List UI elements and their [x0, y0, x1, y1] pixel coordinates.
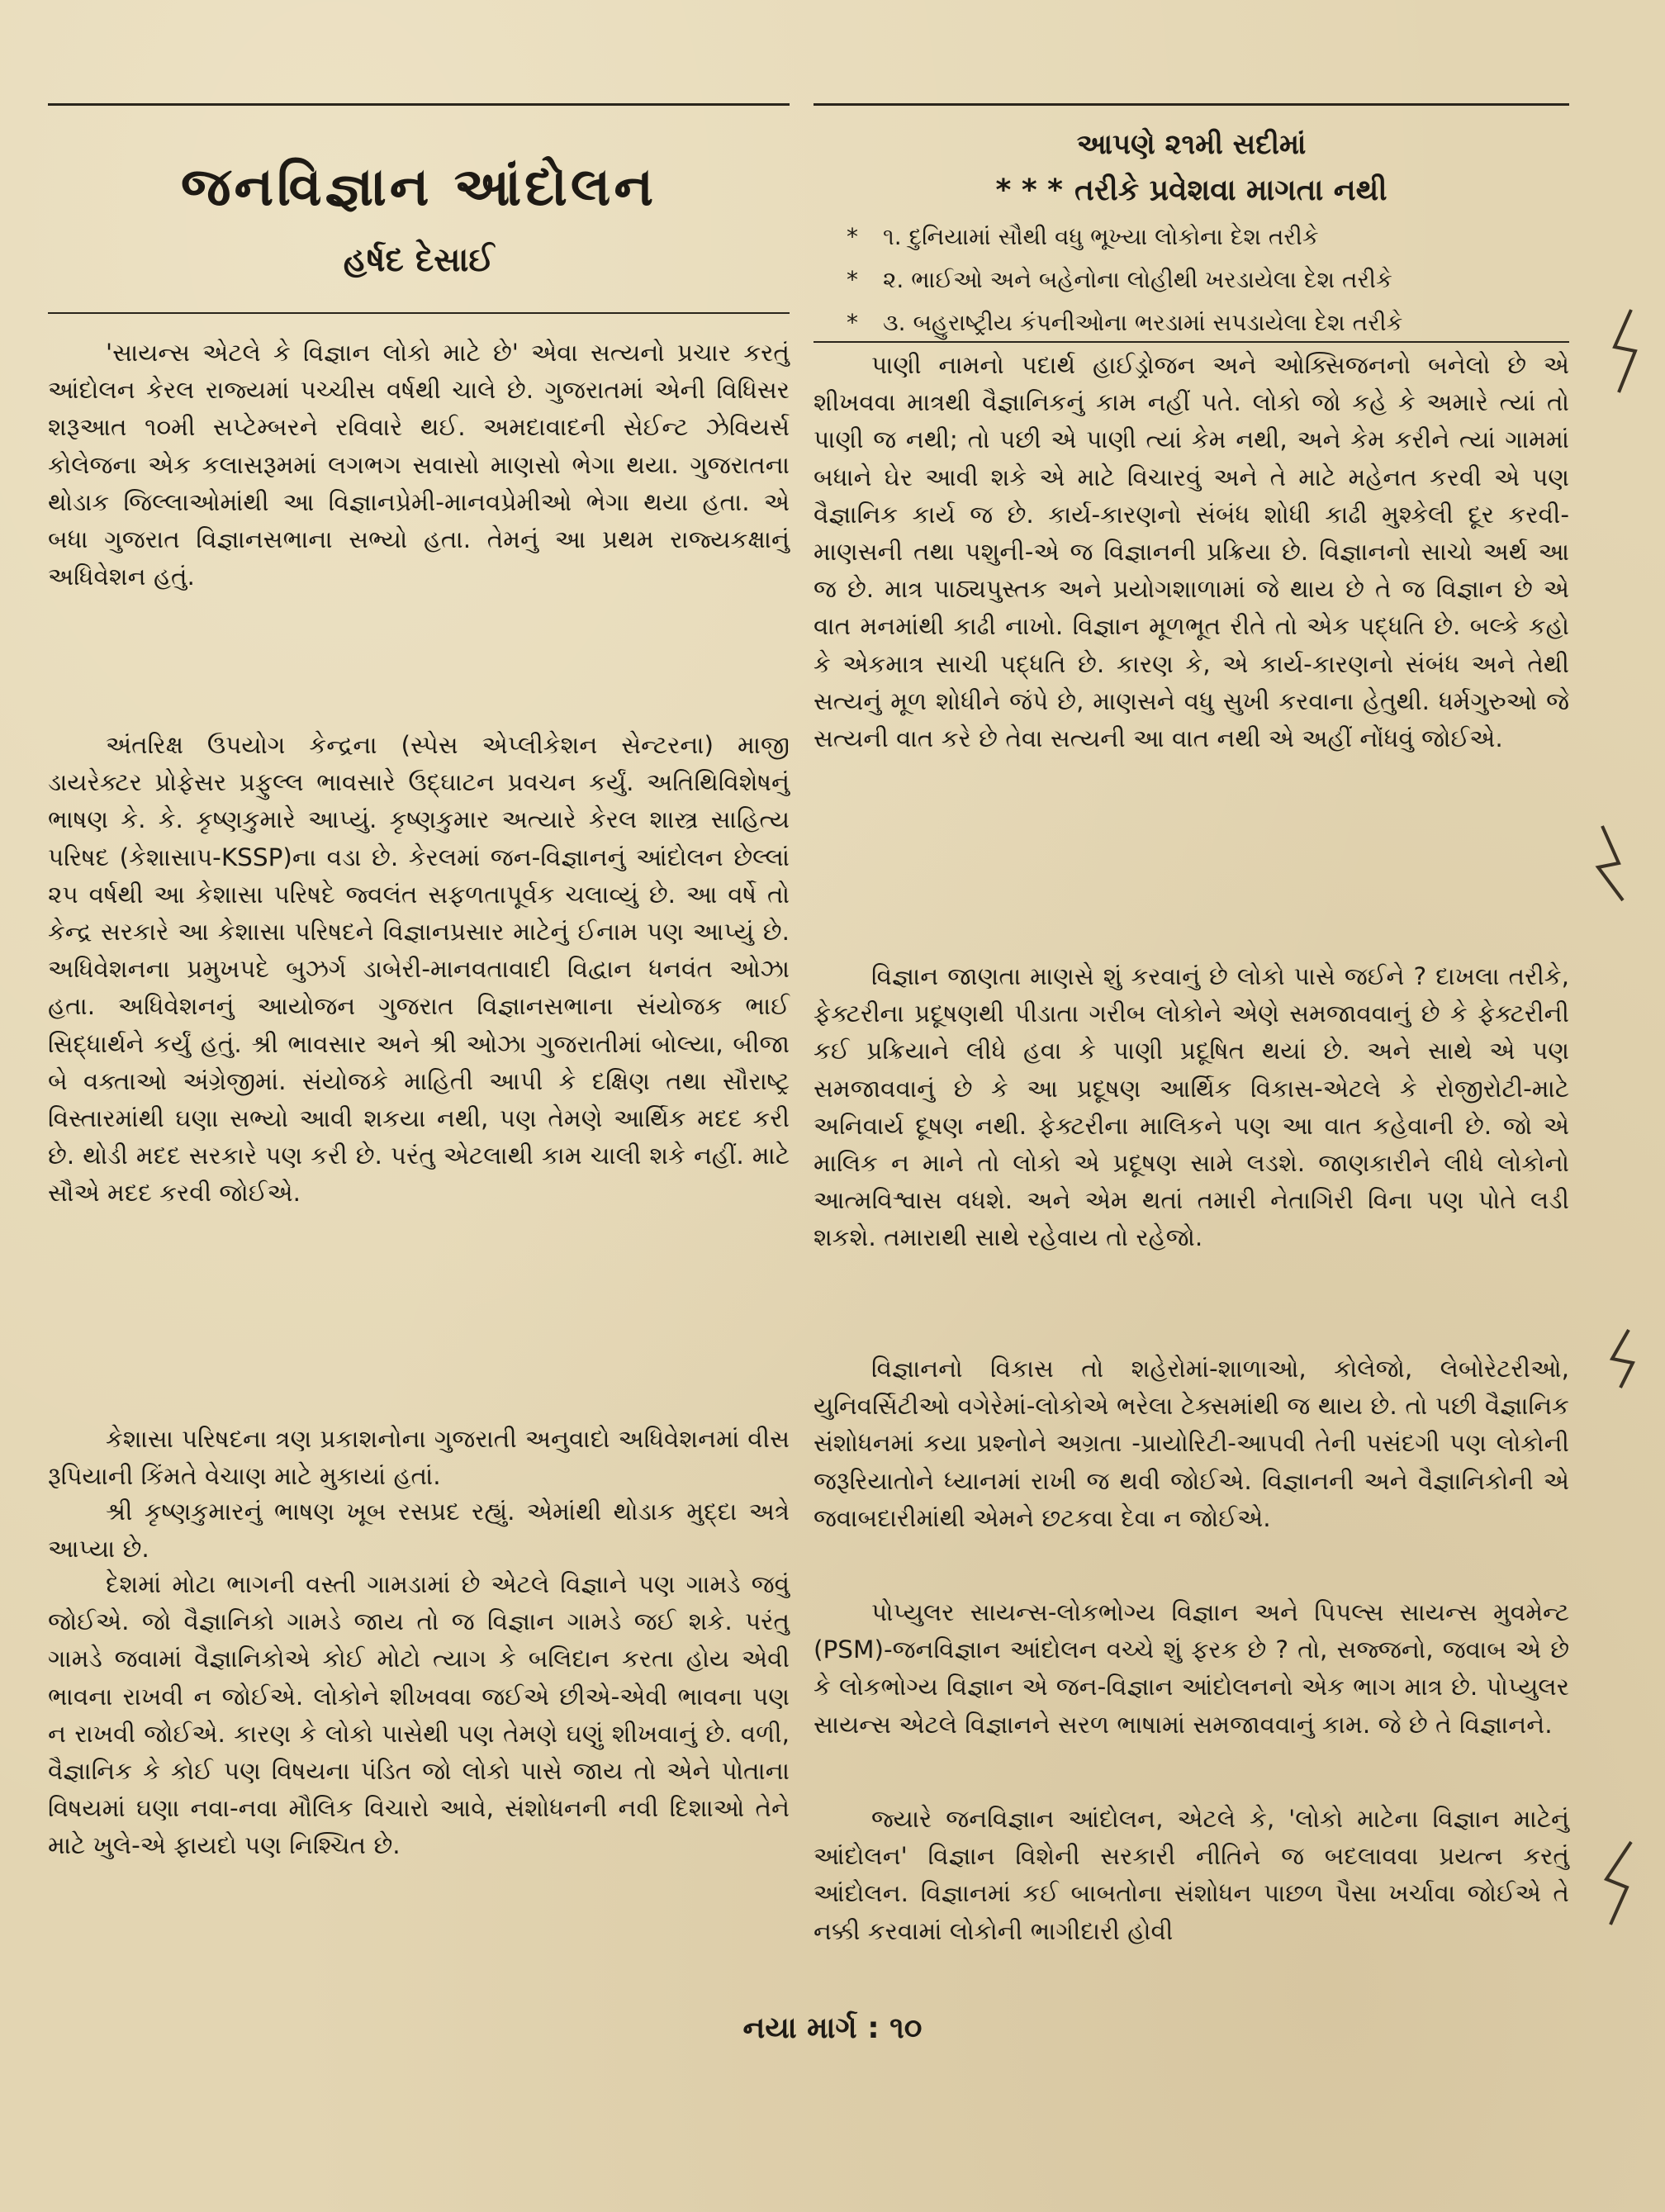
sidebar-bottom-rule	[814, 341, 1569, 343]
sidebar-stars: * * *	[995, 173, 1063, 207]
page-footer: નયા માર્ગ : ૧૦	[742, 2011, 923, 2045]
sidebar-heading-2: તરીકે પ્રવેશવા માગતા નથી	[1074, 173, 1388, 207]
right-paragraph-3: વિજ્ઞાનનો વિકાસ તો શહેરોમાં-શાળાઓ, કોલેજો, લેબોરેટરીઓ, યુનિવર્સિટીઓ વગેરેમાં-લોકોએ ભરેલા ટેક્સમાંથી જ થાય છે. તો પછી વૈજ્ઞાનિક સંશોધનમાં કયા પ્રશ્નોને અગ્રતા -પ્રાયોરિટી-આપવી તેની પસંદગી પણ લોકોની જરૂરિયાતોને ધ્યાનમાં રાખી જ થવી જોઈએ. વિજ્ઞાનની અને વૈજ્ઞાનિકોની એ જવાબદારીમાંથી એમને છટકવા દેવા ન જોઈએ.	[814, 1355, 1569, 1532]
sidebar-heading-2-row	[814, 173, 1569, 208]
sidebar-item-3	[847, 309, 1557, 337]
bullet-star-icon: *	[847, 223, 858, 250]
torn-edge-mark	[1598, 306, 1639, 396]
right-paragraph-1: પાણી નામનો પદાર્થ હાઈડ્રોજન અને ઓક્સિજનનો બનેલો છે એ શીખવવા માત્રથી વૈજ્ઞાનિકનું કામ નહીં પતે. લોકો જો કહે કે અમારે ત્યાં તો પાણી જ નથી; તો પછી એ પાણી ત્યાં કેમ નથી, અને કેમ કરીને ત્યાં ગામમાં બધાને ઘેર આવી શકે એ માટે વિચારવું અને તે માટે મહેનત કરવી એ પણ વૈજ્ઞાનિક કાર્ય જ છે. કાર્ય-કારણનો સંબંધ શોધી કાઢી મુશ્કેલી દૂર કરવી-માણસની તથા પશુની-એ જ વિજ્ઞાનની પ્રક્રિયા છે. વિજ્ઞાનનો સાચો અર્થ આ જ છે. માત્ર પાઠ્યપુસ્તક અને પ્રયોગશાળામાં જે થાય છે તે જ વિજ્ઞાન છે એ વાત મનમાંથી કાઢી નાખો. વિજ્ઞાન મૂળભૂત રીતે તો એક પદ્ધતિ છે. બલ્કે કહો કે એકમાત્ર સાચી પદ્ધતિ છે. કારણ કે, એ કાર્ય-કારણનો સંબંધ અને તેથી સત્યનું મૂળ શોધીને જંપે છે, માણસને વધુ સુખી કરવાના હેતુથી. ધર્મગુરુઓ જે સત્યની વાત કરે છે તેવા સત્યની આ વાત નથી એ અહીં નોંધવું જોઈએ.	[814, 351, 1569, 753]
right-paragraph-4: પોપ્યુલર સાયન્સ-લોકભોગ્ય વિજ્ઞાન અને પિપલ્સ સાયન્સ મુવમેન્ટ (PSM)-જનવિજ્ઞાન આંદોલન વચ્ચે શું ફરક છે ? તો, સજ્જનો, જવાબ એ છે કે લોકભોગ્ય વિજ્ઞાન એ જન-વિજ્ઞાન આંદોલનનો એક ભાગ માત્ર છે. પોપ્યુલર સાયન્સ એટલે વિજ્ઞાનને સરળ ભાષામાં સમજાવવાનું કામ. જે છે તે વિજ્ઞાનને.	[814, 1598, 1569, 1739]
top-rule-left	[48, 103, 790, 106]
torn-edge-mark	[1582, 1838, 1639, 1929]
sidebar-box	[814, 107, 1569, 372]
article-title: જનવિજ્ઞાન આંદોલન	[180, 157, 657, 218]
sidebar-item-1-text: ૧. દુનિયામાં સૌથી વધુ ભૂખ્યા લોકોના દેશ તરીકે	[883, 223, 1319, 250]
left-paragraph-4: શ્રી કૃષ્ણકુમારનું ભાષણ ખૂબ રસપ્રદ રહ્યું. એમાંથી થોડાક મુદ્દા અત્રે આપ્યા છે.	[48, 1498, 790, 1564]
left-paragraph-3: કેશાસા પરિષદના ત્રણ પ્રકાશનોના ગુજરાતી અનુવાદો અધિવેશનમાં વીસ રૂપિયાની કિંમતે વેચાણ માટે મુકાયાં હતાં.	[48, 1425, 790, 1491]
right-paragraph-5: જ્યારે જનવિજ્ઞાન આંદોલન, એટલે કે, 'લોકો માટેના વિજ્ઞાન માટેનું આંદોલન' વિજ્ઞાન વિશેની સરકારી નીતિને જ બદલાવવા પ્રયત્ન કરતું આંદોલન. વિજ્ઞાનમાં કઈ બાબતોના સંશોધન પાછળ પૈસા ખર્ચાવા જોઈએ તે નક્કી કરવામાં લોકોની ભાગીદારી હોવી	[814, 1805, 1569, 1945]
title-rule	[48, 312, 790, 314]
sidebar-heading-1: આપણે ૨૧મી સદીમાં	[1076, 128, 1307, 161]
sidebar-item-1	[847, 223, 1557, 251]
sidebar-item-2	[847, 266, 1557, 294]
left-paragraph-1: 'સાયન્સ એટલે કે વિજ્ઞાન લોકો માટે છે' એવા સત્યનો પ્રચાર કરતું આંદોલન કેરલ રાજ્યમાં પચ્ચીસ વર્ષથી ચાલે છે. ગુજરાતમાં એની વિધિસર શરૂઆત ૧૦મી સપ્ટેમ્બરને રવિવારે થઈ. અમદાવાદની સેઈન્ટ ઝેવિયર્સ કોલેજના એક કલાસરૂમમાં લગભગ સવાસો માણસો ભેગા થયા. ગુજરાતના થોડાક જિલ્લાઓમાંથી આ વિજ્ઞાનપ્રેમી-માનવપ્રેમીઓ ભેગા થયા હતા. એ બધા ગુજરાત વિજ્ઞાનસભાના સભ્યો હતા. તેમનું આ પ્રથમ રાજ્યકક્ષાનું અધિવેશન હતું.	[48, 339, 790, 591]
right-paragraph-2: વિજ્ઞાન જાણતા માણસે શું કરવાનું છે લોકો પાસે જઈને ? દાખલા તરીકે, ફેક્ટરીના પ્રદૂષણથી પીડાતા ગરીબ લોકોને એણે સમજાવવાનું છે કે ફેક્ટરીની કઈ પ્રક્રિયાને લીધે હવા કે પાણી પ્રદૂષિત થયાં છે. અને સાથે એ પણ સમજાવવાનું છે કે આ પ્રદૂષણ આર્થિક વિકાસ-એટલે કે રોજીરોટી-માટે અનિવાર્ય દૂષણ નથી. ફેક્ટરીના માલિકને પણ આ વાત કહેવાની છે. જો એ માલિક ન માને તો લોકો એ પ્રદૂષણ સામે લડશે. જાણકારીને લીધે લોકોનો આત્મવિશ્વાસ વધશે. અને એમ થતાં તમારી નેતાગિરી વિના પણ પોતે લડી શકશે. તમારાથી સાથે રહેવાય તો રહેજો.	[814, 962, 1569, 1252]
bullet-star-icon: *	[847, 309, 858, 336]
left-paragraph-5: દેશમાં મોટા ભાગની વસ્તી ગામડામાં છે એટલે વિજ્ઞાને પણ ગામડે જવું જોઈએ. જો વૈજ્ઞાનિકો ગામડે જાય તો જ વિજ્ઞાન ગામડે જઈ શકે. પરંતુ ગામડે જવામાં વૈજ્ઞાનિકોએ કોઈ મોટો ત્યાગ કે બલિદાન કરતા હોય એવી ભાવના રાખવી ન જોઈએ. લોકોને શીખવવા જઈએ છીએ-એવી ભાવના પણ ન રાખવી જોઈએ. કારણ કે લોકો પાસેથી પણ તેમણે ઘણું શીખવાનું છે. વળી, વૈજ્ઞાનિક કે કોઈ પણ વિષયના પંડિત જો લોકો પાસે જાય તો એને પોતાના વિષયમાં ઘણા નવા-નવા મૌલિક વિચારો આવે, સંશોધનની નવી દિશાઓ તેને માટે ખુલે-એ ફાયદો પણ નિશ્ચિત છે.	[48, 1570, 790, 1860]
right-column	[814, 0, 1569, 1982]
article-author: હર્ષદ દેસાઈ	[343, 241, 495, 279]
bullet-star-icon: *	[847, 266, 858, 293]
torn-edge-mark	[1594, 818, 1635, 909]
top-rule-right	[814, 103, 1569, 106]
torn-edge-mark	[1596, 1326, 1637, 1392]
sidebar-item-3-text: ૩. બહુરાષ્ટ્રીય કંપનીઓના ભરડામાં સપડાયેલા દેશ તરીકે	[883, 309, 1403, 336]
left-column	[48, 0, 790, 1982]
left-paragraph-2: અંતરિક્ષ ઉપયોગ કેન્દ્રના (સ્પેસ એપ્લીકેશન સેન્ટરના) માજી ડાયરેક્ટર પ્રોફેસર પ્રફુલ્લ ભાવસારે ઉદ્ઘાટન પ્રવચન કર્યું. અતિથિવિશેષનું ભાષણ કે. કે. કૃષ્ણકુમારે આપ્યું. કૃષ્ણકુમાર અત્યારે કેરલ શાસ્ત્ર સાહિત્ય પરિષદ (કેશાસાપ-KSSP)ના વડા છે. કેરલમાં જન-વિજ્ઞાનનું આંદોલન છેલ્લાં ૨૫ વર્ષથી આ કેશાસા પરિષદે જ્વલંત સફળતાપૂર્વક ચલાવ્યું છે. આ વર્ષે તો કેન્દ્ર સરકારે આ કેશાસા પરિષદને વિજ્ઞાનપ્રસાર માટેનું ઈનામ પણ આપ્યું છે. અધિવેશનના પ્રમુખપદે બુઝર્ગ ડાબેરી-માનવતાવાદી વિદ્વાન ધનવંત ઓઝા હતા. અધિવેશનનું આયોજન ગુજરાત વિજ્ઞાનસભાના સંયોજક ભાઈ સિદ્ધાર્થને કર્યું હતું. શ્રી ભાવસાર અને શ્રી ઓઝા ગુજરાતીમાં બોલ્યા, બીજા બે વક્તાઓ અંગ્રેજીમાં. સંયોજકે માહિતી આપી કે દક્ષિણ તથા સૌરાષ્ટ્ર વિસ્તારમાંથી ઘણા સભ્યો આવી શકયા નથી, પણ તેમણે આર્થિક મદદ કરી છે. થોડી મદદ સરકારે પણ કરી છે. પરંતુ એટલાથી કામ ચાલી શકે નહીં. માટે સૌએ મદદ કરવી જોઈએ.	[48, 731, 790, 1208]
sidebar-item-2-text: ૨. ભાઈઓ અને બહેનોના લોહીથી ખરડાયેલા દેશ તરીકે	[883, 266, 1392, 293]
